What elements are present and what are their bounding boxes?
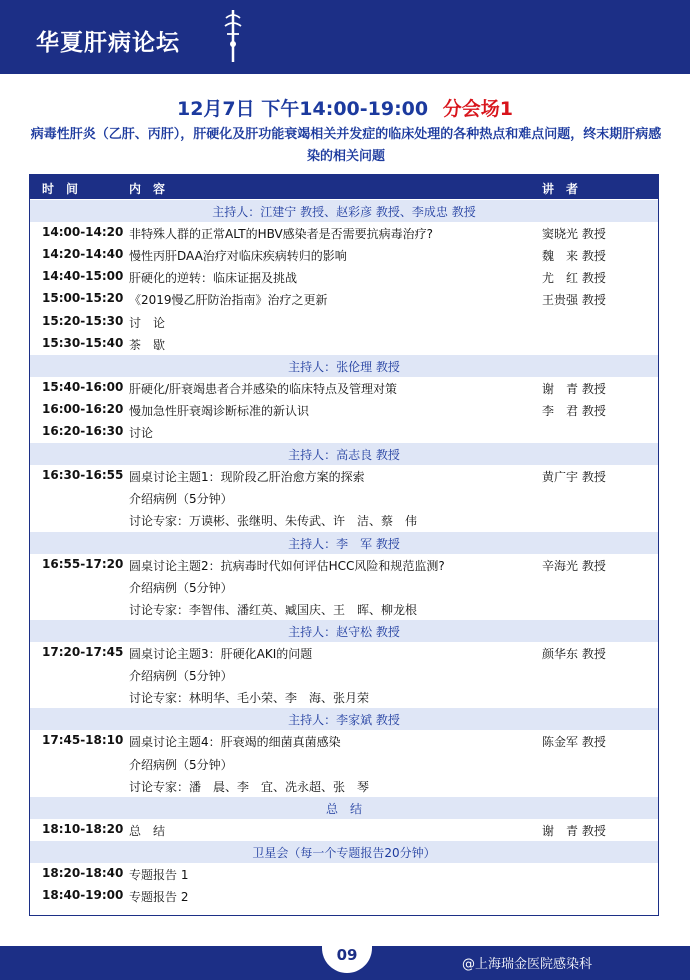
row-speaker: 谢 青 教授 (542, 381, 606, 396)
row-time: 14:00-14:20 (42, 225, 124, 240)
row-time: 15:30-15:40 (42, 335, 124, 350)
row-speaker: 尤 红 教授 (542, 271, 606, 286)
watermark-text: @上海瑞金医院感染科 (462, 957, 593, 972)
table-row (30, 311, 658, 333)
row-content: 介绍病例（5分钟） (129, 757, 233, 772)
chair-row (30, 443, 658, 465)
row-speaker: 魏 来 教授 (542, 249, 606, 264)
row-speaker: 窦晓光 教授 (542, 227, 606, 242)
table-row (30, 730, 658, 752)
chair-label: 总 结 (325, 801, 362, 816)
table-row (30, 222, 658, 244)
row-time: 15:00-15:20 (42, 291, 124, 306)
row-time: 14:20-14:40 (42, 247, 124, 262)
row-content: 圆桌讨论主题3：肝硬化AKI的问题 (129, 647, 313, 661)
row-time: 18:20-18:40 (42, 866, 124, 880)
table-row (30, 266, 658, 288)
chair-label: 主持人：张伦理 教授 (288, 359, 400, 374)
table-row (30, 642, 658, 664)
row-content: 圆桌讨论主题1：现阶段乙肝治愈方案的探索 (129, 470, 365, 485)
table-row (30, 244, 658, 266)
row-time: 14:40-15:00 (42, 269, 124, 284)
row-time: 17:20-17:45 (42, 645, 124, 659)
table-row (30, 465, 658, 487)
row-content: 专题报告 2 (129, 890, 189, 905)
table-header (30, 175, 658, 199)
table-row (30, 819, 658, 841)
row-time: 16:20-16:30 (42, 424, 124, 438)
col-content-header: 内 容 (129, 182, 166, 196)
row-content: 介绍病例（5分钟） (129, 492, 233, 507)
row-time: 15:20-15:30 (42, 313, 124, 328)
header-bar (0, 0, 690, 74)
table-row (30, 377, 658, 399)
chair-label: 卫星会（每一个专题报告20分钟） (252, 845, 436, 860)
table-row (30, 775, 658, 797)
row-speaker: 李 君 教授 (542, 403, 606, 418)
table-row (30, 509, 658, 531)
session-heading (0, 94, 690, 121)
row-time: 15:40-16:00 (42, 379, 124, 394)
row-speaker: 谢 青 教授 (542, 823, 606, 838)
table-row (30, 885, 658, 907)
table-row (30, 554, 658, 576)
row-content: 茶 歇 (129, 337, 166, 352)
row-content: 圆桌讨论主题4：肝衰竭的细菌真菌感染 (129, 735, 341, 750)
table-row (30, 333, 658, 355)
row-speaker: 王贵强 教授 (542, 293, 606, 308)
session-subtitle: 病毒性肝炎（乙肝、丙肝），肝硬化及肝功能衰竭相关并发症的临床处理的各种热点和难点问题，终末期肝病感染的相关问题 (30, 127, 662, 164)
table-row (30, 664, 658, 686)
chair-row (30, 200, 658, 222)
chair-row (30, 841, 658, 863)
row-content: 圆桌讨论主题2：抗病毒时代如何评估HCC风险和规范监测? (129, 558, 445, 573)
col-speaker-header: 讲 者 (542, 182, 579, 196)
row-content: 慢性丙肝DAA治疗对临床疾病转归的影响 (129, 249, 347, 264)
row-speaker: 辛海光 教授 (542, 558, 606, 573)
row-time: 18:10-18:20 (42, 821, 124, 836)
row-content: 介绍病例（5分钟） (129, 580, 233, 595)
table-row (30, 753, 658, 775)
table-row (30, 686, 658, 708)
table-row (30, 598, 658, 620)
table-row (30, 863, 658, 885)
row-content: 讨论专家：林明华、毛小荣、李 海、张月荣 (129, 691, 370, 706)
chair-label: 主持人：江建宁 教授、赵彩彦 教授、李成忠 教授 (212, 205, 476, 219)
chair-row (30, 797, 658, 819)
table-row (30, 288, 658, 310)
forum-logo-text: 华夏肝病论坛 (36, 30, 180, 56)
row-content: 讨 论 (129, 315, 166, 330)
table-row (30, 421, 658, 443)
chair-label: 主持人：李家斌 教授 (288, 713, 400, 728)
chair-row (30, 532, 658, 554)
row-time: 18:40-19:00 (42, 888, 124, 903)
row-time: 16:00-16:20 (42, 401, 124, 416)
page-number: 09 (336, 946, 358, 964)
row-time: 17:45-18:10 (42, 733, 124, 748)
chair-row (30, 708, 658, 730)
row-time: 16:30-16:55 (42, 468, 124, 483)
row-content: 讨论 (129, 426, 154, 440)
chair-label: 主持人：高志良 教授 (288, 448, 400, 463)
chair-label: 主持人：赵守松 教授 (288, 624, 400, 639)
row-time: 16:55-17:20 (42, 556, 124, 571)
row-content: 讨论专家：李智伟、潘红英、臧国庆、王 晖、柳龙根 (129, 602, 418, 617)
row-content: 讨论专家：潘 晨、李 宜、冼永超、张 琴 (129, 779, 370, 794)
row-content: 慢加急性肝衰竭诊断标准的新认识 (129, 403, 310, 418)
row-speaker: 黄广宇 教授 (542, 470, 606, 485)
row-content: 介绍病例（5分钟） (129, 669, 233, 684)
forum-emblem-icon (222, 8, 244, 64)
row-speaker: 陈金军 教授 (542, 735, 606, 750)
row-content: 总 结 (129, 823, 166, 838)
row-content: 肝硬化/肝衰竭患者合并感染的临床特点及管理对策 (129, 381, 398, 396)
chair-row (30, 620, 658, 642)
row-speaker: 颜华东 教授 (542, 647, 606, 661)
table-row (30, 576, 658, 598)
chair-label: 主持人：李 军 教授 (288, 536, 400, 551)
row-content: 肝硬化的逆转：临床证据及挑战 (129, 271, 298, 286)
col-time-header: 时 间 (42, 182, 79, 196)
schedule-table (29, 174, 659, 916)
session-venue: 分会场1 (442, 98, 513, 120)
session-time: 下午14:00-19:00 (261, 98, 429, 120)
row-content: 非特殊人群的正常ALT的HBV感染者是否需要抗病毒治疗? (129, 227, 434, 242)
row-content: 专题报告 1 (129, 868, 189, 882)
table-row (30, 399, 658, 421)
row-content: 《2019慢乙肝防治指南》治疗之更新 (129, 293, 328, 308)
chair-row (30, 355, 658, 377)
table-row (30, 487, 658, 509)
row-content: 讨论专家：万谟彬、张继明、朱传武、许 洁、蔡 伟 (129, 514, 418, 529)
session-date: 12月7日 (176, 98, 255, 120)
